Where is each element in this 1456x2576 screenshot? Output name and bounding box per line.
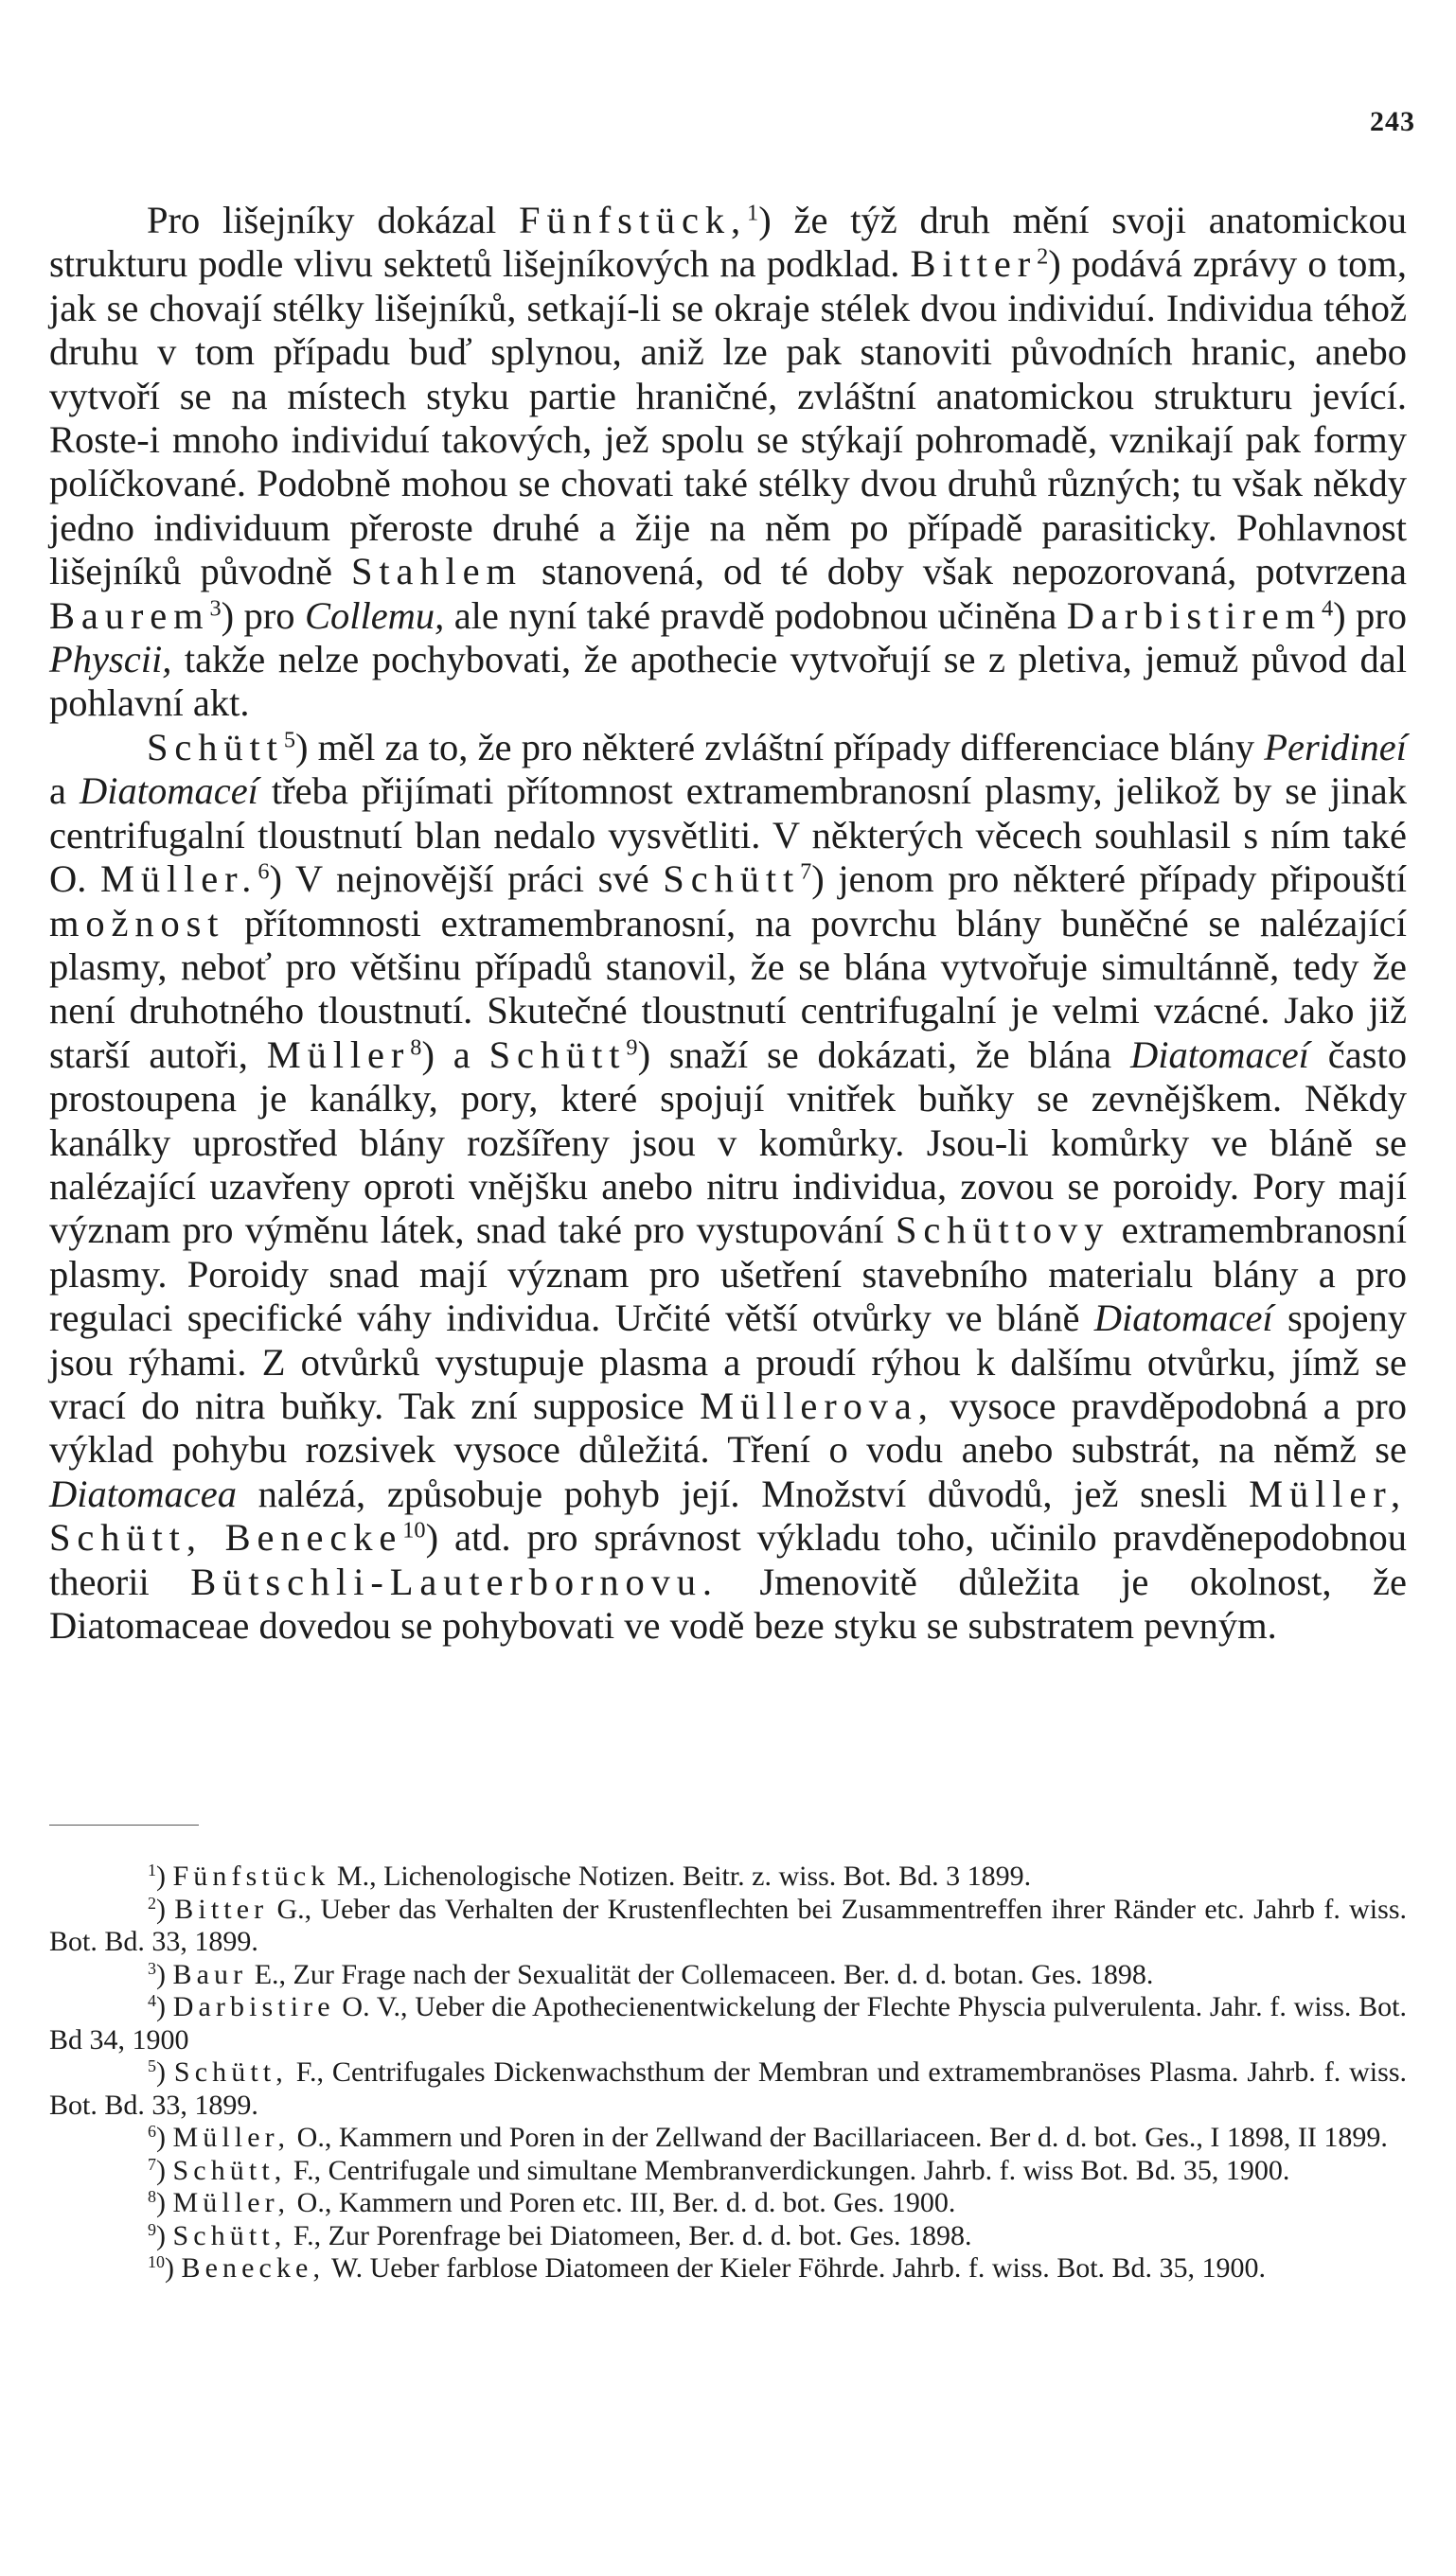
footnote-author: Fünfstück bbox=[172, 1861, 330, 1892]
footnote-text: F., Zur Porenfrage bei Diatomeen, Ber. d. d. bot. Ges. 1898. bbox=[286, 2219, 972, 2251]
footnote-mark: 5 bbox=[148, 2056, 156, 2076]
body-text bbox=[49, 199, 1407, 1648]
footnote: $^2$) Bitter G., Ueber das Verhalten der Krustenflechten bei Zusammentreffen ihrer Ränder etc. Jahrb f. wiss. Bot. Bd. 33, 1899. bbox=[49, 1893, 1407, 1957]
footnote-author: Müller, bbox=[172, 2122, 291, 2153]
footnote: $^3$) Baur E., Zur Frage nach der Sexualität der Collemaceen. Ber. d. d. botan. Ges. 1898. bbox=[148, 1958, 1154, 1990]
footnote: $^{10}$) Benecke, W. Ueber farblose Diatomeen der Kieler Föhrde. Jahrb. f. wiss. Bot. Bd. 35, 1900. bbox=[148, 2252, 1267, 2284]
text: nalézá, způsobuje pohyb její. Množství důvodů, jež snesli bbox=[236, 1472, 1250, 1515]
footnote-text: O., Kammern und Poren etc. III, Ber. d. d. bot. Ges. 1900. bbox=[290, 2187, 956, 2218]
taxon-name: Peridineí bbox=[1264, 725, 1407, 768]
footnote-text: M., Lichenologische Notizen. Beitr. z. wiss. Bot. Bd. 3 1899. bbox=[329, 1861, 1032, 1892]
footnote-mark: 3 bbox=[148, 1958, 156, 1978]
footnote-text: F., Centrifugale und simultane Membranverdickungen. Jahrb. f. wiss Bot. Bd. 35, 1900. bbox=[286, 2154, 1290, 2186]
footnote: $^7$) Schütt, F., Centrifugale und simultane Membranverdickungen. Jahrb. f. wiss Bot. Bd. 35, 1900. bbox=[148, 2154, 1290, 2186]
footnote-divider bbox=[49, 1825, 199, 1826]
text: Pro lišejníky dokázal bbox=[147, 199, 520, 241]
footnote-mark: 1 bbox=[148, 1861, 156, 1880]
emphasis: možnost bbox=[49, 901, 225, 944]
author-name: Baurem bbox=[49, 593, 210, 637]
author-name: Müller. bbox=[100, 857, 258, 901]
text: třeba přijímati přítomnost extramembranosní plasmy, jelikož by se jinak centrifugalní tloustnutí blan nedalo vysvětliti. V některých věcech souhlasil s ním také O. bbox=[49, 769, 1407, 901]
taxon-name: Diatomaceí bbox=[1093, 1297, 1273, 1340]
footnote-author: Schütt, bbox=[172, 2154, 287, 2186]
footnote-author: Schütt, bbox=[172, 2219, 287, 2251]
text: spojeny jsou rýhami. Z otvůrků vystupuje plasma a proudí rýhou k dalšímu otvůrku, jímž se vrací do nitra buňky. Tak zní supposice bbox=[49, 1297, 1407, 1427]
text: pro bbox=[234, 593, 305, 637]
footnote-text: O., Kammern und Poren in der Zellwand der Bacillariaceen. Ber d. d. bot. Ges., I 1898, II 1899. bbox=[290, 2122, 1388, 2153]
taxon-name: Diatomaceí bbox=[1129, 1032, 1309, 1076]
footnote-ref: 6 bbox=[257, 858, 270, 885]
text: takže nelze pochybovati, že apothecie vytvořují se z pletiva, jemuž původ dal pohlavní akt. bbox=[49, 638, 1407, 725]
text: V nejnovější práci své bbox=[281, 857, 664, 901]
text: atd. pro správnost výkladu toho, učinilo pravděnepodobnou theorii bbox=[49, 1516, 1407, 1603]
footnote-ref: 2 bbox=[1037, 244, 1049, 271]
footnote-mark: 8 bbox=[148, 2187, 156, 2207]
text: vysoce pravděpodobná a pro výklad pohybu rozsivek vysoce důležitá. Tření o vodu anebo substrát, na němž se bbox=[49, 1384, 1408, 1472]
footnote-ref: 4 bbox=[1321, 595, 1334, 622]
author-name: Darbistirem bbox=[1066, 593, 1322, 637]
footnote-mark: 9 bbox=[148, 2219, 156, 2239]
footnote-author: Schütt, bbox=[173, 2056, 288, 2088]
author-name: Müller bbox=[266, 1032, 411, 1076]
footnote: $^9$) Schütt, F., Zur Porenfrage bei Diatomeen, Ber. d. d. bot. Ges. 1898. bbox=[148, 2219, 972, 2251]
footnote-mark: 7 bbox=[148, 2154, 156, 2174]
author-name: Schüttovy bbox=[896, 1209, 1110, 1252]
footnote-text: W. Ueber farblose Diatomeen der Kieler Föhrde. Jahrb. f. wiss. Bot. Bd. 35, 1900. bbox=[325, 2252, 1267, 2284]
text: a bbox=[434, 1032, 489, 1076]
text: přítomnosti extramembranosní, na povrchu blány buněčné se nalézající plasmy, neboť pro většinu případů stanovil, že se blána vytvořuje simultánně, tedy že není druhotného tloustnutí. Skutečné tloustnutí centrifugalní je velmi vzácné. Jako již starší autoři, bbox=[49, 901, 1407, 1076]
footnote-author: Müller, bbox=[172, 2187, 291, 2218]
author-name: Schütt bbox=[147, 725, 284, 768]
footnote-text: G., Ueber das Verhalten der Krustenflechten bei Zusammentreffen ihrer Ränder etc. Jahrb f. wiss. Bot. Bd. 33, 1899. bbox=[49, 1893, 1407, 1957]
author-name: Bitter bbox=[910, 242, 1038, 286]
footnote-author: Baur bbox=[172, 1958, 248, 1990]
footnote-text: F., Centrifugales Dickenwachsthum der Membran und extramembranöses Plasma. Jahrb. f. wiss. Bot. Bd. 33, 1899. bbox=[49, 2056, 1407, 2121]
footnote-author: Benecke, bbox=[181, 2252, 326, 2284]
footnote-text: O. V., Ueber die Apothecienentwickelung der Flechte Physcia pulverulenta. Jahr. f. wiss. Bot. Bd 34, 1900 bbox=[49, 1991, 1407, 2056]
author-name: Fünfstück, bbox=[519, 199, 748, 241]
taxon-name: Physcii, bbox=[49, 638, 172, 681]
text: podává zprávy o tom, jak se chovají stélky lišejníků, setkají-li se okraje stélek dvou individuí. Individua téhož druhu v tom případu buď splynou, aniž lze pak stanoviti původních hranic, anebo vytvoří se na místech styku partie hraničné, zvláštní anatomickou strukturu jevící. Roste-i mnoho individuí takových, jež spolu se stýkají pohromadě, vznikají pak formy políčkované. Podobně mohou se chovati také stélky dvou druhů různých; tu však někdy jedno individuum přeroste druhé a žije na něm po případě parasiticky. Pohlavnost lišejníků původně bbox=[49, 242, 1407, 593]
text: a bbox=[49, 769, 80, 813]
author-name: Müller, Schütt, Benecke bbox=[49, 1472, 1407, 1560]
page-number: 243 bbox=[1370, 106, 1415, 137]
footnote: $^6$) Müller, O., Kammern und Poren in der Zellwand der Bacillariaceen. Ber d. d. bot. Ges., I 1898, II 1899. bbox=[148, 2122, 1388, 2153]
footnote-author: Darbistire bbox=[172, 1991, 335, 2022]
text: pro bbox=[1345, 593, 1407, 637]
footnote-author: Bitter bbox=[174, 1893, 269, 1925]
footnote-ref: 8 bbox=[410, 1034, 422, 1061]
text: extramembranosní plasmy. Poroidy snad mají význam pro ušetření stavebního materialu blány a pro regulaci specifické váhy individua. Určité větší otvůrky ve bláně bbox=[49, 1209, 1408, 1340]
paragraph-2: Schütt$^5$) měl za to, že pro některé zvláštní případy differenciace blány Peridineí a Diatomaceí třeba přijímati přítomnost extramembranosní plasmy, jelikož by se jinak centrifugalní tloustnutí blan nedalo vysvětliti. V některých věcech souhlasil s ním také O. Müller.$^6$) V nejnovější práci své Schütt$^7$) jenom pro některé případy připouští možnost přítomnosti extramembranosní, na povrchu blány buněčné se nalézající plasmy, neboť pro většinu případů stanovil, že se blána vytvořuje simultánně, tedy že není druhotného tloustnutí. Skutečné tloustnutí centrifugalní je velmi vzácné. Jako již starší autoři, Müller$^8$) a Schütt$^9$) snaží se dokázati, že blána Diatomaceí často prostoupena je kanálky, pory, které spojují vnitřek buňky se zevnějškem. Někdy kanálky uprostřed blány rozšířeny jsou v komůrky. Jsou-li komůrky ve bláně se nalézající uzavřeny oproti vnějšku anebo nitru individua, zovou se poroidy. Pory mají význam pro výměnu látek, snad také pro vystupování Schüttovy extramembranosní plasmy. Poroidy snad mají význam pro ušetření stavebního materialu blány a pro regulaci specifické váhy individua. Určité větší otvůrky ve bláně Diatomaceí spojeny jsou rýhami. Z otvůrků vystupuje plasma a proudí rýhou k dalšímu otvůrku, jímž se vrací do nitra buňky. Tak zní supposice Müllerova, vysoce pravděpodobná a pro výklad pohybu rozsivek vysoce důležitá. Tření o vodu anebo substrát, na němž se Diatomacea nalézá, způsobuje pohyb její. Množství důvodů, jež snesli Müller, Schütt, Benecke$^{10}$) atd. pro správnost výkladu toho, učinilo pravděnepodobnou theorii Bütschli-Lauterbornovu. Jmenovitě důležita je okolnost, že Diatomaceae dovedou se pohybovati ve vodě beze styku se substratem pevným. bbox=[49, 725, 1408, 1647]
footnote-ref: 3 bbox=[209, 595, 222, 622]
footnote-mark: 10 bbox=[148, 2252, 165, 2272]
footnote-ref: 9 bbox=[626, 1034, 638, 1061]
taxon-name: Diatomaceí bbox=[79, 769, 258, 813]
footnote-mark: 6 bbox=[148, 2122, 156, 2142]
footnote-ref: 10 bbox=[402, 1517, 426, 1544]
footnote: $^5$) Schütt, F., Centrifugales Dickenwachsthum der Membran und extramembranöses Plasma. Jahrb. f. wiss. Bot. Bd. 33, 1899. bbox=[49, 2056, 1407, 2121]
text: jenom pro některé případy připouští bbox=[824, 857, 1408, 901]
text: měl za to, že pro některé zvláštní případy differenciace blány bbox=[308, 725, 1265, 768]
footnotes bbox=[49, 1861, 1407, 2285]
text: ale nyní také pravdě podobnou učiněna bbox=[444, 593, 1067, 637]
paragraph-1: Pro lišejníky dokázal Fünfstück,$^1$) že týž druh mění svoji anatomickou strukturu podle vlivu sektetů lišejníkových na podklad. Bitter$^2$) podává zprávy o tom, jak se chovají stélky lišejníků, setkají-li se okraje stélek dvou individuí. Individua téhož druhu v tom případu buď splynou, aniž lze pak stanoviti původních hranic, anebo vytvoří se na místech styku partie hraničné, zvláštní anatomickou strukturu jevící. Roste-i mnoho individuí takových, jež spolu se stýkají pohromadě, vznikají pak formy políčkované. Podobně mohou se chovati také stélky dvou druhů různých; tu však někdy jedno individuum přeroste druhé a žije na něm po případě parasiticky. Pohlavnost lišejníků původně Stahlem stanovená, od té doby však nepozorovaná, potvrzena Baurem$^3$) pro Collemu, ale nyní také pravdě podobnou učiněna Darbistirem$^4$) pro Physcii, takže nelze pochybovati, že apothecie vytvořují se z pletiva, jemuž původ dal pohlavní akt. bbox=[49, 199, 1407, 725]
author-name: Schütt bbox=[488, 1032, 627, 1076]
text: Jmenovitě důležita je okolnost, že Diatomaceae dovedou se pohybovati ve vodě beze styku se substratem pevným. bbox=[49, 1560, 1407, 1647]
footnote-mark: 4 bbox=[148, 1991, 156, 2011]
taxon-name: Diatomacea bbox=[49, 1472, 237, 1515]
footnote-mark: 2 bbox=[148, 1893, 156, 1913]
author-name: Stahlem bbox=[351, 550, 523, 593]
footnote: $^8$) Müller, O., Kammern und Poren etc. III, Ber. d. d. bot. Ges. 1900. bbox=[148, 2187, 956, 2218]
text: často prostoupena je kanálky, pory, které spojují vnitřek buňky se zevnějškem. Někdy kanálky uprostřed blány rozšířeny jsou v komůrky. Jsou-li komůrky ve bláně se nalézající uzavřeny oproti vnějšku anebo nitru individua, zovou se poroidy. Pory mají význam pro výměnu látek, snad také pro vystupování bbox=[49, 1032, 1407, 1252]
taxon-name: Collemu, bbox=[304, 593, 445, 637]
text: že týž druh mění svoji anatomickou strukturu podle vlivu sektetů lišejníkových na podklad. bbox=[49, 199, 1407, 286]
text: stanovená, od té doby však nepozorovaná, potvrzena bbox=[522, 550, 1407, 593]
footnote-ref: 7 bbox=[800, 858, 812, 885]
footnote-ref: 1 bbox=[747, 200, 759, 226]
footnote: $^4$) Darbistire O. V., Ueber die Apothecienentwickelung der Flechte Physcia pulverulenta. Jahr. f. wiss. Bot. Bd 34, 1900 bbox=[49, 1991, 1407, 2056]
footnote: $^1$) Fünfstück M., Lichenologische Notizen. Beitr. z. wiss. Bot. Bd. 3 1899. bbox=[148, 1861, 1032, 1892]
text: snaží se dokázati, že blána bbox=[650, 1032, 1130, 1076]
author-name: Bütschli-Lauterbornovu. bbox=[190, 1560, 719, 1603]
footnote-ref: 5 bbox=[283, 727, 295, 753]
footnote-text: E., Zur Frage nach der Sexualität der Collemaceen. Ber. d. d. botan. Ges. 1898. bbox=[247, 1958, 1154, 1990]
author-name: Müllerova, bbox=[700, 1384, 934, 1427]
author-name: Schütt bbox=[663, 857, 801, 901]
